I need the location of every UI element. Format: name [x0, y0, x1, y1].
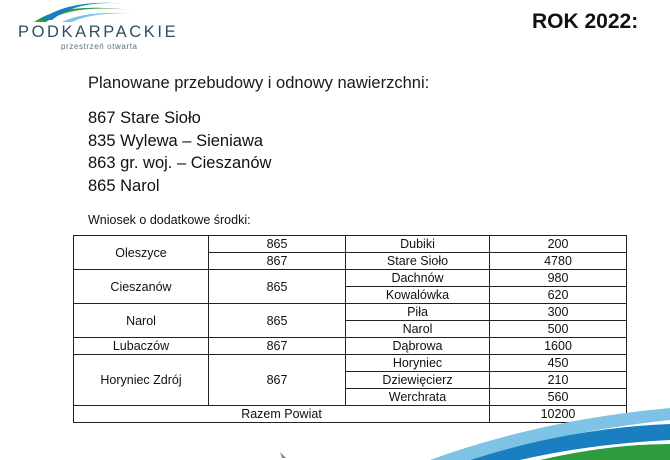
- table-cell-road: 865: [209, 270, 346, 304]
- table-cell-amount: 560: [490, 389, 627, 406]
- planned-item: 867 Stare Sioło: [88, 109, 201, 127]
- planned-item: 863 gr. woj. – Cieszanów: [88, 154, 272, 172]
- table-cell-road: 867: [209, 253, 346, 270]
- table-cell-place: Dachnów: [346, 270, 490, 287]
- table-cell-amount: 500: [490, 321, 627, 338]
- table-cell-group: Oleszyce: [74, 236, 209, 270]
- planned-heading: Planowane przebudowy i odnowy nawierzchni:: [88, 74, 430, 92]
- table-cell-group: Horyniec Zdrój: [74, 355, 209, 406]
- logo-wordmark: PODKARPACKIE: [18, 23, 179, 41]
- table-cell-road: 867: [209, 355, 346, 406]
- table-cell-amount: 980: [490, 270, 627, 287]
- table-cell-group: Narol: [74, 304, 209, 338]
- table-cell-amount: 200: [490, 236, 627, 253]
- table-cell-place: Kowalówka: [346, 287, 490, 304]
- year-title: ROK 2022:: [532, 10, 639, 33]
- table-cell-amount: 300: [490, 304, 627, 321]
- table-cell-place: Dubiki: [346, 236, 490, 253]
- table-cell-place: Dziewięcierz: [346, 372, 490, 389]
- table-total-amount: 10200: [490, 406, 627, 423]
- request-heading: Wniosek o dodatkowe środki:: [88, 213, 251, 227]
- table-cell-place: Werchrata: [346, 389, 490, 406]
- table-cell-amount: 620: [490, 287, 627, 304]
- table-cell-amount: 1600: [490, 338, 627, 355]
- table-cell-place: Piła: [346, 304, 490, 321]
- table-cell-place: Stare Sioło: [346, 253, 490, 270]
- table-cell-amount: 210: [490, 372, 627, 389]
- table-total-label: Razem Powiat: [74, 406, 490, 423]
- table-cell-group: Lubaczów: [74, 338, 209, 355]
- table-cell-place: Narol: [346, 321, 490, 338]
- table-cell-amount: 4780: [490, 253, 627, 270]
- table-cell-amount: 450: [490, 355, 627, 372]
- logo-tagline: przestrzeń otwarta: [61, 42, 138, 51]
- planned-item: 835 Wylewa – Sieniawa: [88, 131, 264, 150]
- table-cell-place: Horyniec: [346, 355, 490, 372]
- table-cell-road: 865: [209, 304, 346, 338]
- table-cell-road: 867: [209, 338, 346, 355]
- planned-item: 865 Narol: [88, 176, 160, 195]
- table-cell-road: 865: [209, 236, 346, 253]
- table-cell-place: Dąbrowa: [346, 338, 490, 355]
- table-cell-group: Cieszanów: [74, 270, 209, 304]
